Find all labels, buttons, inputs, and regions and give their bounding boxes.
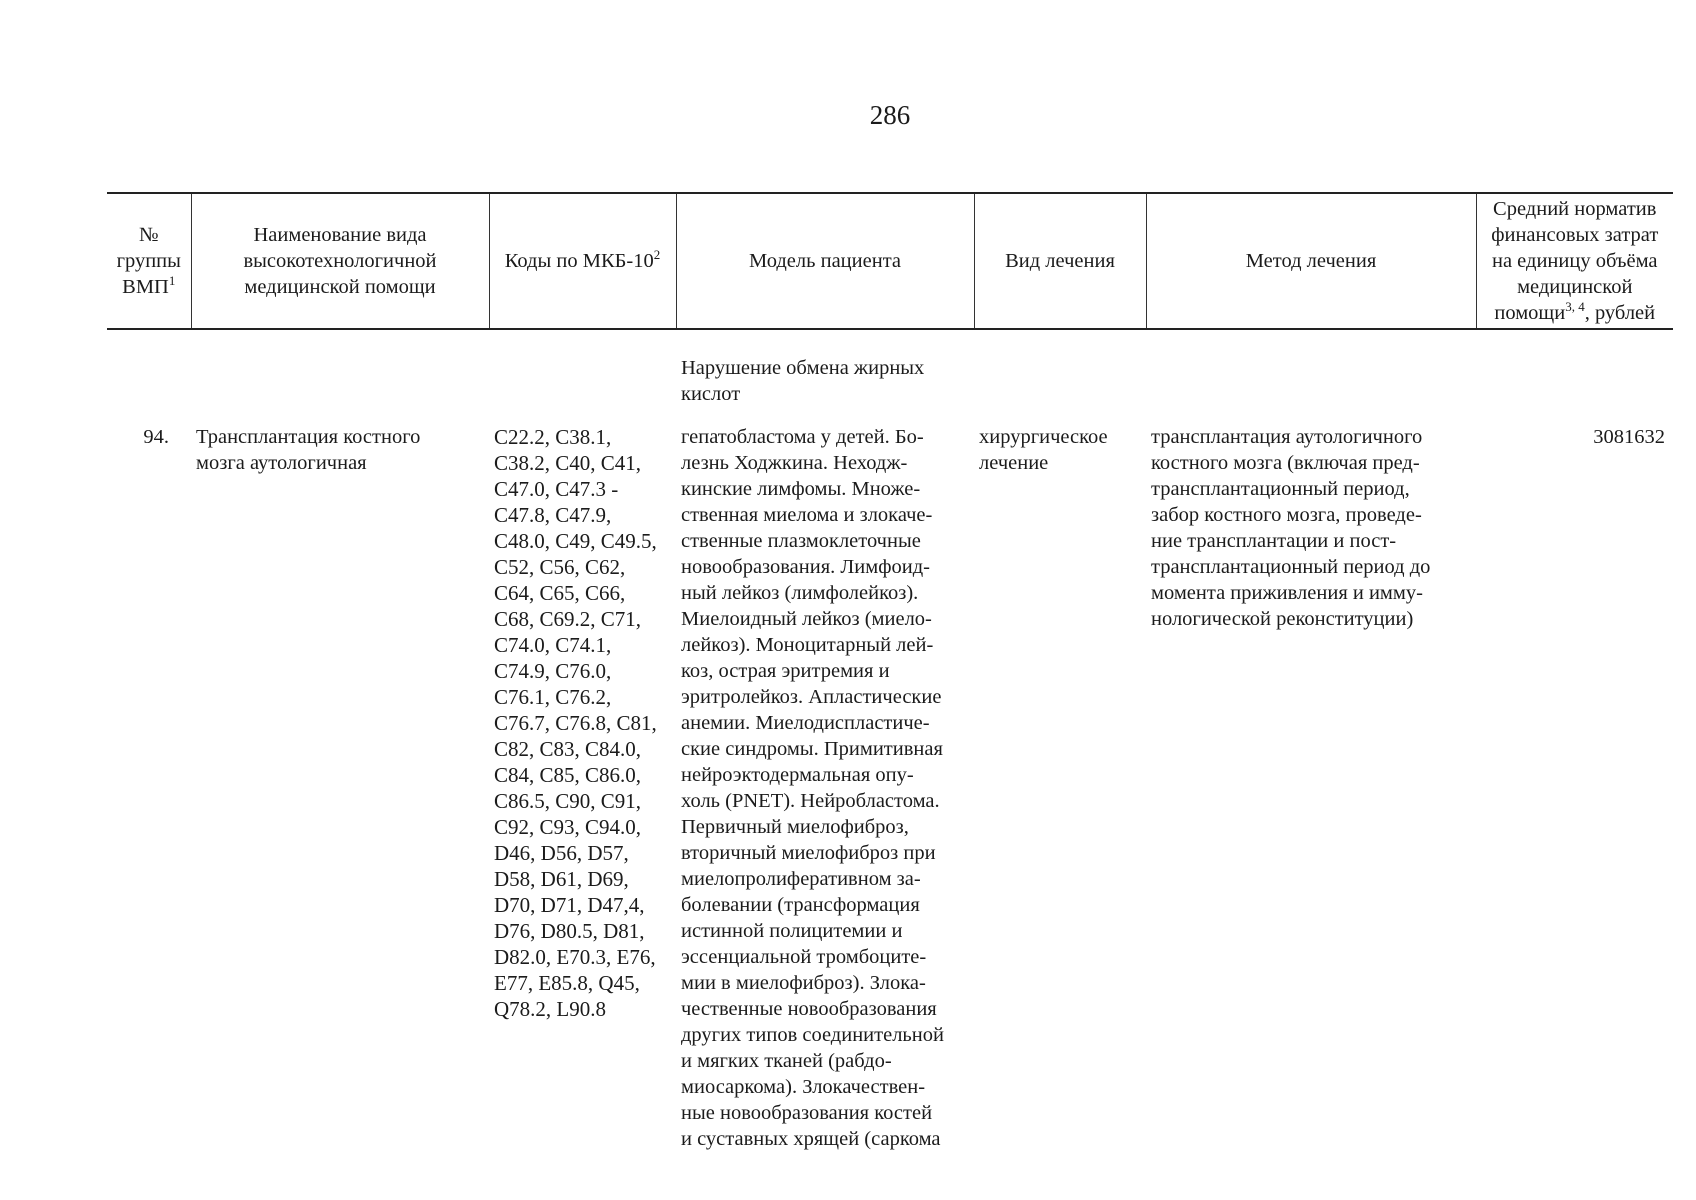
- header-vmp-name: [191, 193, 489, 329]
- header-patient-model-text: Модель пациента: [749, 250, 901, 272]
- mkb-line: C38.2, C40, C41,: [494, 451, 642, 475]
- patient-model-line: истинной полицитемии и: [681, 920, 903, 942]
- mkb-line: C74.9, C76.0,: [494, 659, 612, 683]
- header-patient-model: [676, 193, 974, 329]
- header-group-number-line3: ВМП: [122, 276, 169, 298]
- treatment-method-line: трансплантационный период до: [1151, 556, 1431, 578]
- mkb-line: D82.0, E70.3, E76,: [494, 945, 656, 969]
- mkb-line: C22.2, C38.1,: [494, 425, 612, 449]
- footnote-3-4: 3, 4: [1565, 299, 1585, 315]
- treatment-method-line: костного мозга (включая пред-: [1151, 452, 1420, 474]
- patient-model-line: ственная миелома и злокаче-: [681, 504, 933, 526]
- mkb-line: C76.1, C76.2,: [494, 685, 612, 709]
- cost-value: 3081632: [1593, 426, 1665, 448]
- patient-model-line: эритролейкоз. Апластические: [681, 686, 942, 708]
- patient-model-line: ный лейкоз (лимфолейкоз).: [681, 582, 919, 604]
- mkb-line: C86.5, C90, C91,: [494, 789, 642, 813]
- treatment-type-cell: [974, 407, 1146, 1152]
- patient-model-cell: [676, 407, 974, 1152]
- footnote-2: 2: [653, 247, 661, 263]
- table-row: [107, 407, 1673, 1152]
- header-treatment-method: [1146, 193, 1476, 329]
- mkb-line: C68, C69.2, C71,: [494, 607, 642, 631]
- mkb-line: C48.0, C49, C49.5,: [494, 529, 657, 553]
- header-treatment-type-text: Вид лечения: [1005, 250, 1115, 272]
- header-treatment-type: [974, 193, 1146, 329]
- header-vmp-name-text: Наименование вида высокотехнологичной медицинской помощи: [243, 224, 437, 298]
- continuation-row: [107, 329, 1673, 407]
- patient-model-line: холь (PNET). Нейробластома.: [681, 790, 940, 812]
- mkb-line: C47.0, C47.3 -: [494, 477, 619, 501]
- mkb-line: Q78.2, L90.8: [494, 997, 606, 1021]
- mkb-codes-cell: [489, 407, 676, 1152]
- patient-model-line: Первичный миелофиброз,: [681, 816, 909, 838]
- treatment-method-line: момента приживления и иммy-: [1151, 582, 1423, 604]
- mkb-line: C84, C85, C86.0,: [494, 763, 642, 787]
- patient-model-line: Миелоидный лейкоз (миело-: [681, 608, 932, 630]
- vmp-table: [107, 192, 1673, 1152]
- header-financial-unit: , рублей: [1584, 302, 1656, 324]
- treatment-method-line: трансплантация аутологичного: [1151, 426, 1423, 448]
- mkb-line: C47.8, C47.9,: [494, 503, 612, 527]
- patient-model-line: ные новообразования костей: [681, 1102, 933, 1124]
- patient-model-line: новообразования. Лимфоид-: [681, 556, 931, 578]
- patient-model-line: мии в миелофиброз). Злока-: [681, 972, 926, 994]
- treatment-method-line: трансплантационный период,: [1151, 478, 1410, 500]
- patient-model-line: ственные плазмоклеточные: [681, 530, 921, 552]
- mkb-line: C74.0, C74.1,: [494, 633, 612, 657]
- patient-model-line: болевании (трансформация: [681, 894, 920, 916]
- header-group-number-line1: №: [138, 224, 159, 246]
- mkb-line: D76, D80.5, D81,: [494, 919, 645, 943]
- patient-model-line: нейроэктодермальная опу-: [681, 764, 914, 786]
- treatment-method-cell: [1146, 407, 1476, 1152]
- patient-model-line: лейкоз). Моноцитарный лей-: [681, 634, 934, 656]
- patient-model-line: лезнь Ходжкина. Неходж-: [681, 452, 908, 474]
- header-financial-norm-text: Средний норматив финансовых затрат на единицу объёма медицинской помощи: [1491, 198, 1659, 324]
- patient-model-line: кинские лимфомы. Множе-: [681, 478, 921, 500]
- page-number: 286: [869, 100, 911, 130]
- mkb-line: D70, D71, D47,4,: [494, 893, 645, 917]
- continuation-note: [676, 329, 974, 407]
- patient-model-line: чественные новообразования: [681, 998, 937, 1020]
- header-group-number: [107, 193, 191, 329]
- treatment-type-line: лечение: [979, 452, 1049, 474]
- mkb-line: D46, D56, D57,: [494, 841, 629, 865]
- mkb-line: C52, C56, C62,: [494, 555, 626, 579]
- treatment-method-line: забор костного мозга, проведе-: [1151, 504, 1422, 526]
- vmp-name-line: мозга аутологичная: [196, 452, 367, 474]
- mkb-line: C76.7, C76.8, C81,: [494, 711, 657, 735]
- group-number: 94.: [143, 426, 169, 448]
- treatment-method-line: ние трансплантации и пост-: [1151, 530, 1397, 552]
- patient-model-line: миелопролиферативном за-: [681, 868, 921, 890]
- patient-model-line: анемии. Миелодиспластиче-: [681, 712, 930, 734]
- patient-model-line: миосаркома). Злокачествен-: [681, 1076, 926, 1098]
- header-financial-norm: [1476, 193, 1673, 329]
- patient-model-line: и суставных хрящей (саркома: [681, 1128, 941, 1150]
- mkb-line: C64, C65, C66,: [494, 581, 626, 605]
- patient-model-line: других типов соединительной: [681, 1024, 944, 1046]
- footnote-1: 1: [168, 273, 176, 289]
- mkb-line: C92, C93, C94.0,: [494, 815, 642, 839]
- group-number-cell: [107, 407, 191, 1152]
- patient-model-line: коз, острая эритремия и: [681, 660, 890, 682]
- cost-cell: [1476, 407, 1673, 1152]
- patient-model-line: и мягких тканей (рабдо-: [681, 1050, 892, 1072]
- mkb-line: D58, D61, D69,: [494, 867, 629, 891]
- patient-model-line: ские синдромы. Примитивная: [681, 738, 943, 760]
- continuation-note-line: Нарушение обмена жирных: [681, 357, 925, 379]
- treatment-type-line: хирургическое: [979, 426, 1108, 448]
- patient-model-line: вторичный миелофиброз при: [681, 842, 936, 864]
- vmp-name-cell: [191, 407, 489, 1152]
- mkb-line: C82, C83, C84.0,: [494, 737, 642, 761]
- continuation-note-line: кислот: [681, 383, 741, 405]
- patient-model-line: гепатобластома у детей. Бо-: [681, 426, 924, 448]
- header-group-number-line2: группы: [116, 250, 181, 272]
- header-mkb-codes: [489, 193, 676, 329]
- header-treatment-method-text: Метод лечения: [1245, 250, 1377, 272]
- patient-model-line: эссенциальной тромбоците-: [681, 946, 927, 968]
- header-mkb-codes-text: Коды по МКБ-10: [504, 250, 654, 272]
- vmp-name-line: Трансплантация костного: [196, 426, 421, 448]
- table-header-row: [107, 193, 1673, 329]
- treatment-method-line: нологической реконституции): [1151, 608, 1414, 630]
- mkb-line: E77, E85.8, Q45,: [494, 971, 640, 995]
